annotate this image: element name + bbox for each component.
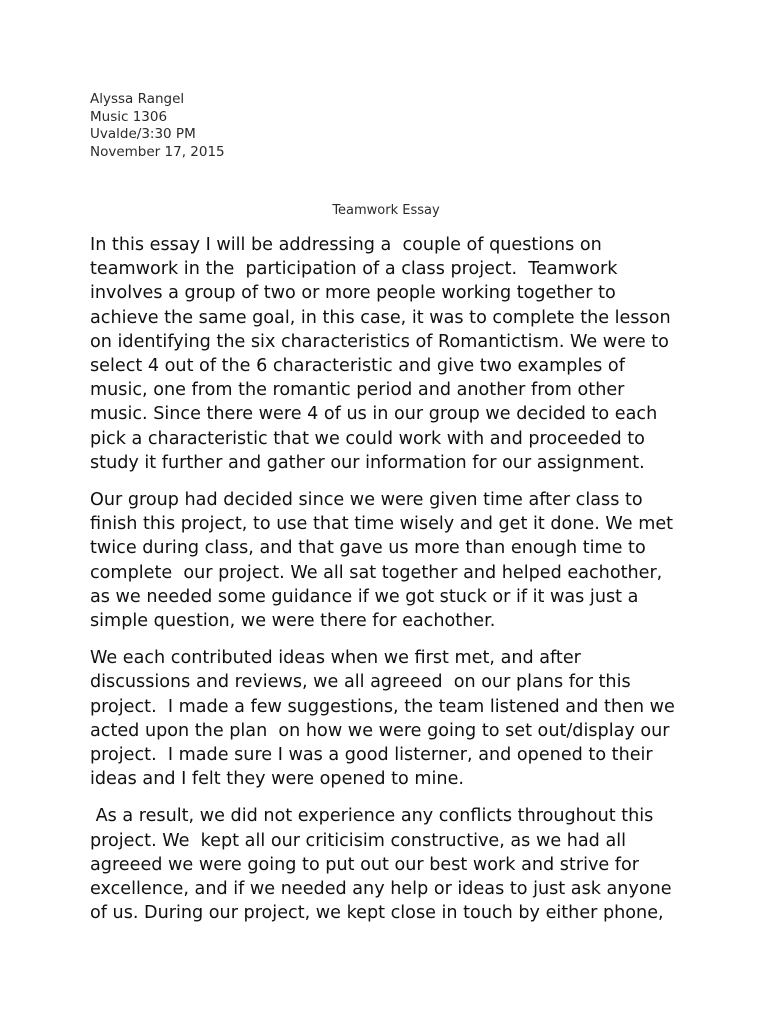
paragraph-line: teamwork in the participation of a class project. Teamwork bbox=[90, 259, 618, 280]
paragraph-line: discussions and reviews, we all agreeed on our plans for this bbox=[90, 672, 631, 693]
paragraph-line: twice during class, and that gave us more than enough time to bbox=[90, 538, 646, 559]
paragraph-line: Our group had decided since we were given time after class to bbox=[90, 490, 643, 511]
paragraph-line: project. I made sure I was a good listerner, and opened to their bbox=[90, 745, 653, 766]
essay-body bbox=[90, 233, 690, 938]
author-name: Alyssa Rangel bbox=[90, 91, 185, 107]
paragraph-line: We each contributed ideas when we first met, and after bbox=[90, 648, 581, 669]
paragraph-line: involves a group of two or more people working together to bbox=[90, 283, 616, 304]
paragraph-line: pick a characteristic that we could work with and proceeded to bbox=[90, 428, 645, 449]
paragraph-line: as we needed some guidance if we got stuck or if it was just a bbox=[90, 586, 639, 607]
essay-date: November 17, 2015 bbox=[90, 143, 225, 160]
paragraph-line: In this essay I will be addressing a couple of questions on bbox=[90, 235, 602, 255]
paragraph-line: on identifying the six characteristics of Romantictism. We were to bbox=[90, 331, 669, 352]
paragraph-line: music, one from the romantic period and another from other bbox=[90, 380, 625, 401]
paragraph-line: project. We kept all our criticisim constructive, as we had all bbox=[90, 830, 626, 851]
paragraph-line: study it further and gather our information for our assignment. bbox=[90, 452, 645, 473]
paragraph-line: acted upon the plan on how we were going to set out/display our bbox=[90, 720, 670, 741]
paragraph-4 bbox=[90, 804, 690, 925]
paragraph-line: project. I made a few suggestions, the team listened and then we bbox=[90, 696, 675, 717]
paragraph-line: agreeed we were going to put out our best work and strive for bbox=[90, 854, 639, 875]
class-section: Uvalde/3:30 PM bbox=[90, 126, 196, 142]
paragraph-line: of us. During our project, we kept close in touch by either phone, bbox=[90, 903, 664, 924]
paragraph-line: ideas and I felt they were opened to mine. bbox=[90, 769, 464, 790]
paragraph-line: excellence, and if we needed any help or ideas to just ask anyone bbox=[90, 879, 672, 900]
paragraph-line: finish this project, to use that time wisely and get it done. We met bbox=[90, 514, 674, 535]
course-number: Music 1306 bbox=[90, 108, 168, 125]
paragraph-line: simple question, we were there for eachother. bbox=[90, 611, 496, 632]
paragraph-2 bbox=[90, 488, 690, 633]
essay-title: Teamwork Essay bbox=[332, 203, 440, 218]
paragraph-3 bbox=[90, 646, 690, 791]
paragraph-line: achieve the same goal, in this case, it was to complete the lesson bbox=[90, 307, 671, 328]
paragraph-line: As a result, we did not experience any conflicts throughout this bbox=[90, 806, 654, 827]
essay-header bbox=[90, 91, 225, 161]
paragraph-line: music. Since there were 4 of us in our group we decided to each bbox=[90, 404, 658, 425]
paragraph-line: complete our project. We all sat together and helped eachother, bbox=[90, 562, 663, 583]
paragraph-line: select 4 out of the 6 characteristic and give two examples of bbox=[90, 356, 625, 377]
paragraph-1 bbox=[90, 233, 690, 475]
